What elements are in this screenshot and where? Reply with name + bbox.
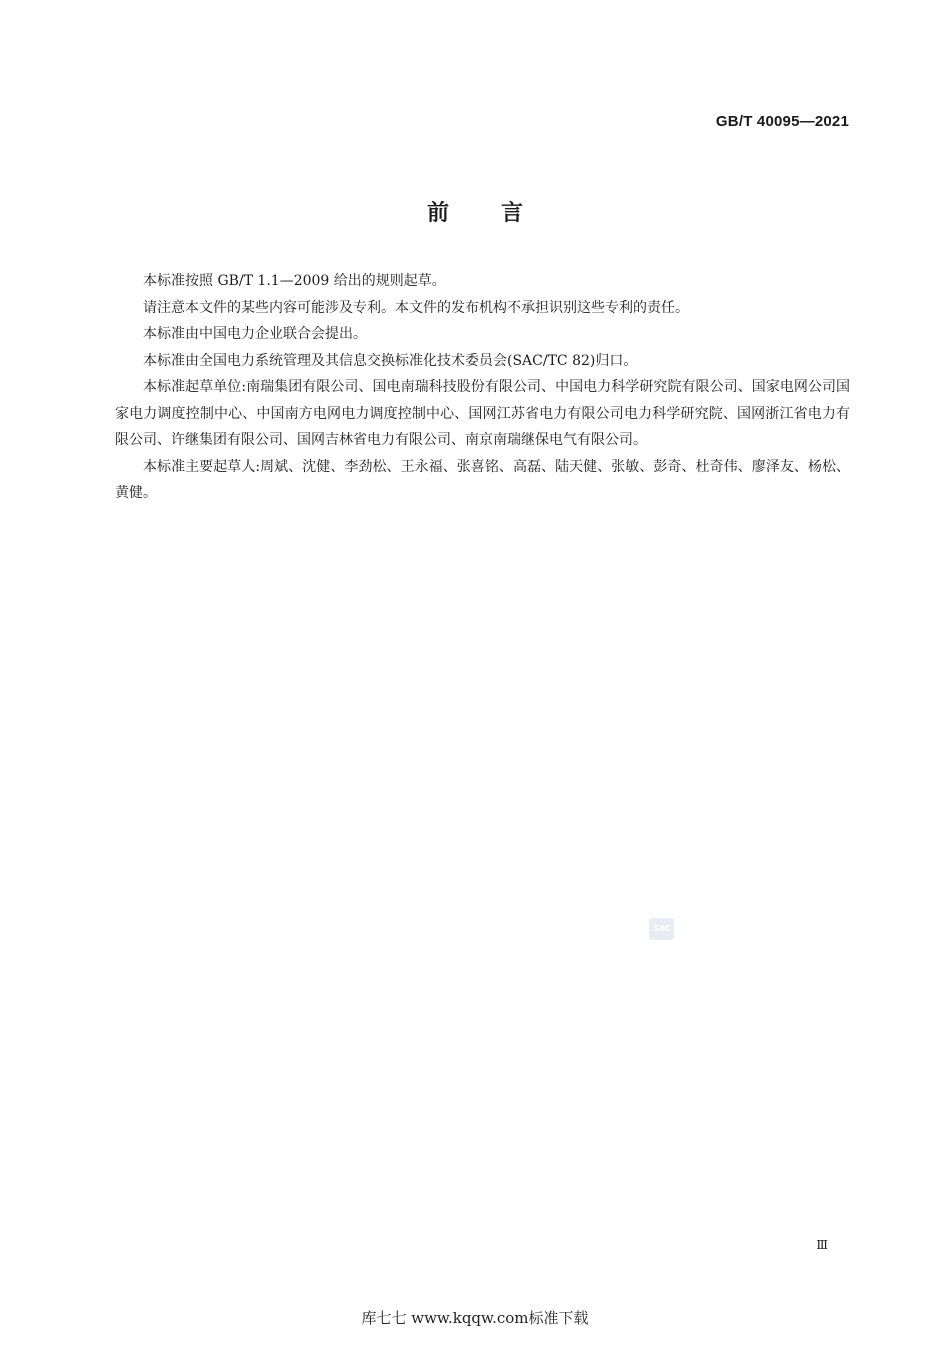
paragraph-drafters: 本标准主要起草人:周斌、沈健、李劲松、王永福、张喜铭、高磊、陆天健、张敏、彭奇、杜奇伟、廖泽友、杨松、黄健。 (115, 458, 850, 501)
paragraph-proposer: 本标准由中国电力企业联合会提出。 (143, 326, 367, 342)
sac-watermark-logo: SAC (649, 918, 674, 940)
paragraph-patent-notice: 请注意本文件的某些内容可能涉及专利。本文件的发布机构不承担识别这些专利的责任。 (143, 299, 689, 316)
paragraph-drafting-units: 本标准起草单位:南瑞集团有限公司、国电南瑞科技股份有限公司、中国电力科学研究院有限公司、国家电网公司国家电力调度控制中心、中国南方电网电力调度控制中心、国网江苏省电力有限公司电力科学研究院、国网浙江省电力有限公司、许继集团有限公司、国网吉林省电力有限公司、南京南瑞继保电气有限公司。 (115, 379, 850, 448)
page-number: Ⅲ (816, 1238, 828, 1252)
standard-code: GB/T 40095—2021 (715, 113, 849, 130)
paragraph-drafting-rules: 本标准按照 GB/T 1.1—2009 给出的规则起草。 (143, 273, 446, 289)
foreword-body (115, 268, 850, 507)
footer-download-notice: 库七七 www.kqqw.com标准下载 (361, 1309, 589, 1327)
page-title: 前言 (426, 201, 575, 226)
paragraph-centralized-management: 本标准由全国电力系统管理及其信息交换标准化技术委员会(SAC/TC 82)归口。 (143, 352, 638, 369)
